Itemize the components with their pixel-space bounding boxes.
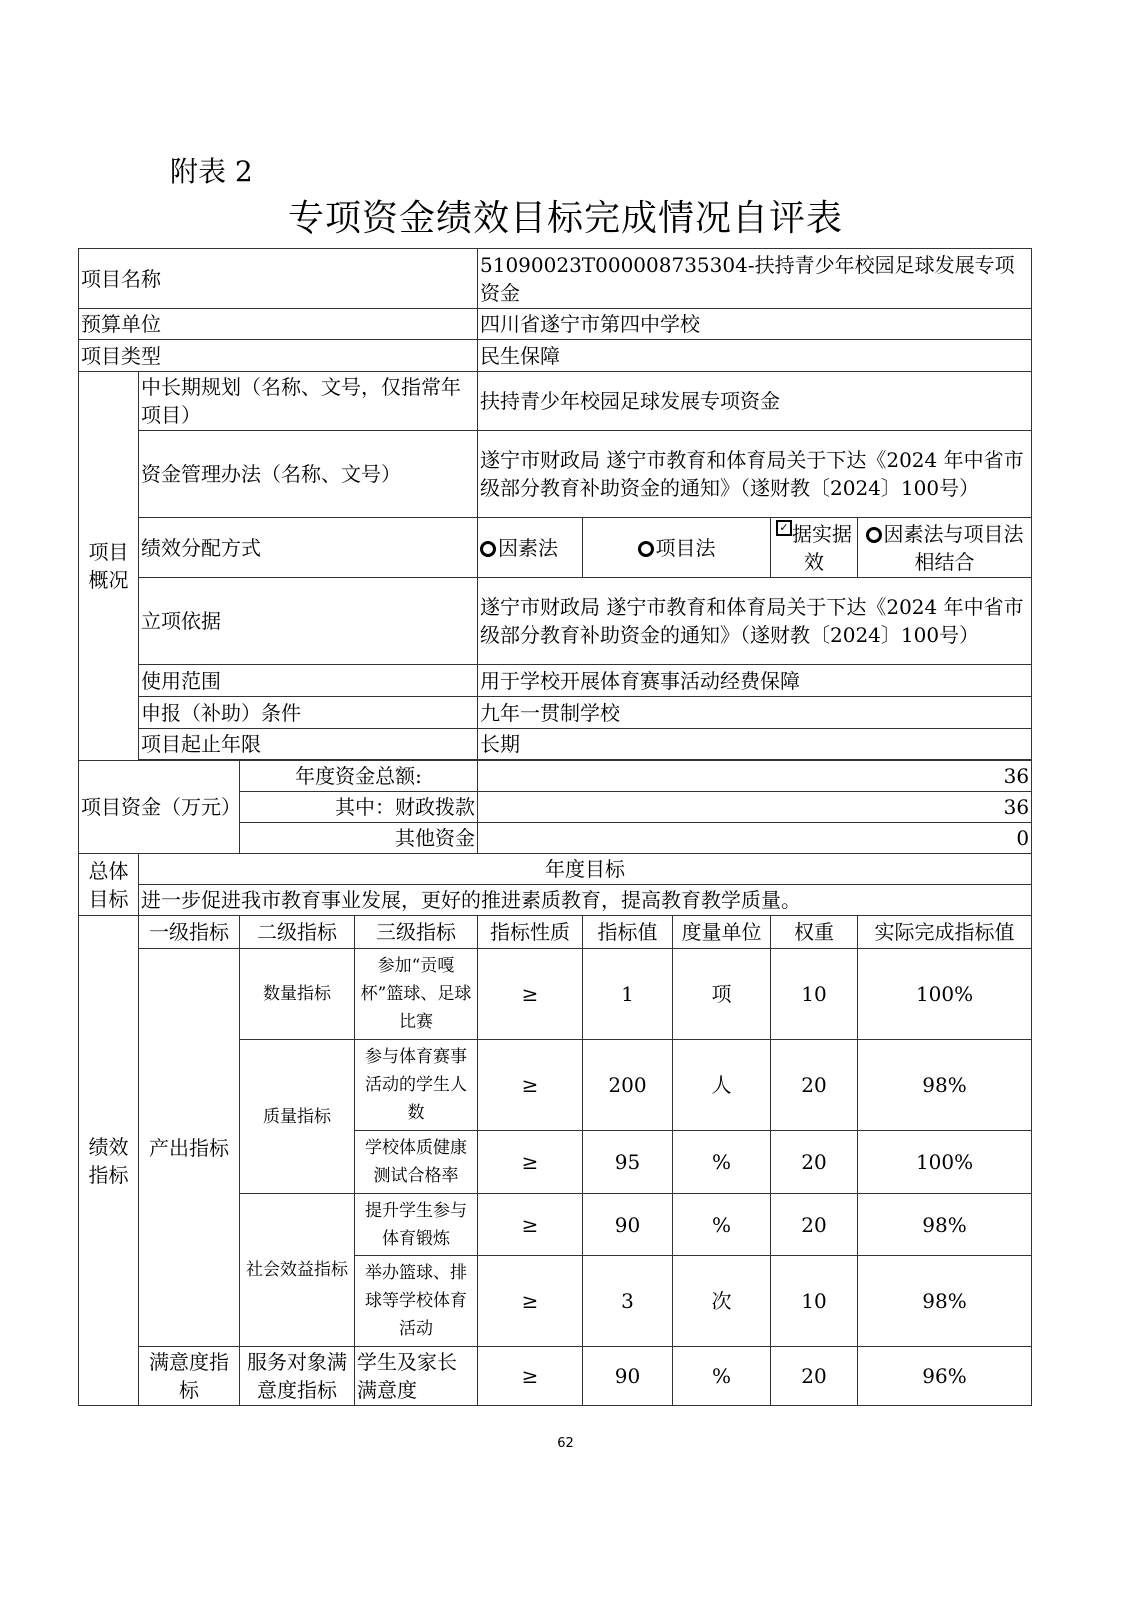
unit-cell: 次	[673, 1256, 771, 1347]
value-cell: 200	[583, 1040, 673, 1131]
level3-cell: 参加“贡嘎杯”篮球、足球比赛	[355, 949, 478, 1040]
actual-cell: 96%	[858, 1347, 1032, 1406]
row-fund-total	[79, 761, 1032, 792]
nature-cell: ≥	[478, 1194, 583, 1256]
alloc-option-factor[interactable]: 因素法	[478, 518, 583, 578]
annual-goal-value: 进一步促进我市教育事业发展，更好的推进素质教育，提高教育教学质量。	[139, 885, 1032, 916]
value-cell: 3	[583, 1256, 673, 1347]
actual-cell: 98%	[858, 1040, 1032, 1131]
actual-cell: 100%	[858, 1131, 1032, 1194]
actual-cell: 98%	[858, 1256, 1032, 1347]
weight-cell: 20	[771, 1347, 858, 1406]
value-cell: 90	[583, 1194, 673, 1256]
checkbox-checked-icon[interactable]: ✓	[776, 520, 792, 536]
weight-cell: 20	[771, 1131, 858, 1194]
nature-cell: ≥	[478, 1347, 583, 1406]
radio-icon[interactable]	[866, 527, 882, 543]
row-period	[79, 729, 1032, 760]
fund-total-label: 年度资金总额:	[240, 761, 478, 792]
fund-fiscal-value: 36	[478, 792, 1032, 823]
level3-cell: 举办篮球、排球等学校体育活动	[355, 1256, 478, 1347]
project-type-value: 民生保障	[478, 340, 1032, 372]
unit-cell: %	[673, 1194, 771, 1256]
header-weight: 权重	[771, 916, 858, 949]
header-level3: 三级指标	[355, 916, 478, 949]
weight-cell: 10	[771, 1256, 858, 1347]
row-goal-value	[79, 885, 1032, 916]
level2-service-satisfaction: 服务对象满意度指标	[240, 1347, 355, 1406]
row-project-type	[79, 340, 1032, 372]
level3-cell: 提升学生参与体育锻炼	[355, 1194, 478, 1256]
header-level1: 一级指标	[139, 916, 240, 949]
basis-value: 遂宁市财政局 遂宁市教育和体育局关于下达《2024 年中省市级部分教育补助资金的通知》（遂财教〔2024〕100号）	[478, 578, 1032, 665]
header-actual: 实际完成指标值	[858, 916, 1032, 949]
nature-cell: ≥	[478, 1256, 583, 1347]
basis-label: 立项依据	[139, 578, 478, 665]
row-scope	[79, 665, 1032, 697]
actual-cell: 100%	[858, 949, 1032, 1040]
row-budget-unit	[79, 309, 1032, 340]
perf-section-label: 绩效指标	[79, 916, 139, 1406]
level3-cell: 学校体质健康测试合格率	[355, 1131, 478, 1194]
plan-value: 扶持青少年校园足球发展专项资金	[478, 372, 1032, 431]
value-cell: 95	[583, 1131, 673, 1194]
row-condition	[79, 697, 1032, 729]
actual-cell: 98%	[858, 1194, 1032, 1256]
self-evaluation-table	[78, 248, 1032, 1406]
row-alloc	[79, 518, 1032, 578]
scope-label: 使用范围	[139, 665, 478, 697]
weight-cell: 20	[771, 1040, 858, 1131]
unit-cell: 项	[673, 949, 771, 1040]
unit-cell: %	[673, 1131, 771, 1194]
level3-cell: 参与体育赛事活动的学生人数	[355, 1040, 478, 1131]
alloc-label: 绩效分配方式	[139, 518, 478, 578]
condition-value: 九年一贯制学校	[478, 697, 1032, 729]
funds-section-label: 项目资金（万元）	[79, 761, 240, 854]
project-type-label: 项目类型	[79, 340, 478, 372]
table-row	[79, 949, 1032, 1040]
period-value: 长期	[478, 729, 1032, 760]
page-title: 专项资金绩效目标完成情况自评表	[287, 198, 843, 239]
row-mgmt	[79, 431, 1032, 518]
level2-quantity: 数量指标	[240, 949, 355, 1040]
unit-cell: %	[673, 1347, 771, 1406]
fund-total-value: 36	[478, 761, 1032, 792]
unit-cell: 人	[673, 1040, 771, 1131]
level3-cell: 学生及家长满意度	[355, 1347, 478, 1406]
nature-cell: ≥	[478, 1040, 583, 1131]
radio-icon[interactable]	[638, 541, 654, 557]
header-level2: 二级指标	[240, 916, 355, 949]
alloc-option-project[interactable]: 项目法	[583, 518, 771, 578]
value-cell: 1	[583, 949, 673, 1040]
budget-unit-label: 预算单位	[79, 309, 478, 340]
weight-cell: 20	[771, 1194, 858, 1256]
alloc-option-combined[interactable]: 因素法与项目法相结合	[858, 518, 1032, 578]
value-cell: 90	[583, 1347, 673, 1406]
scope-value: 用于学校开展体育赛事活动经费保障	[478, 665, 1032, 697]
plan-label: 中长期规划（名称、文号，仅指常年项目）	[139, 372, 478, 431]
mgmt-label: 资金管理办法（名称、文号）	[139, 431, 478, 518]
header-value: 指标值	[583, 916, 673, 949]
row-project-name	[79, 249, 1032, 309]
nature-cell: ≥	[478, 949, 583, 1040]
row-basis	[79, 578, 1032, 665]
appendix-label: 附表 2	[170, 155, 253, 188]
fund-fiscal-label: 其中：财政拨款	[240, 792, 478, 823]
radio-icon[interactable]	[480, 541, 496, 557]
level2-quality: 质量指标	[240, 1040, 355, 1194]
goal-section-label: 总体目标	[79, 854, 139, 916]
row-plan	[79, 372, 1032, 431]
nature-cell: ≥	[478, 1131, 583, 1194]
page-number: 62	[557, 1436, 574, 1451]
row-perf-header	[79, 916, 1032, 949]
header-nature: 指标性质	[478, 916, 583, 949]
row-goal-header	[79, 854, 1032, 885]
header-unit: 度量单位	[673, 916, 771, 949]
table-row	[79, 1347, 1032, 1406]
annual-goal-label: 年度目标	[139, 854, 1032, 885]
level2-social: 社会效益指标	[240, 1194, 355, 1347]
weight-cell: 10	[771, 949, 858, 1040]
mgmt-value: 遂宁市财政局 遂宁市教育和体育局关于下达《2024 年中省市级部分教育补助资金的通知》（遂财教〔2024〕100号）	[478, 431, 1032, 518]
period-label: 项目起止年限	[139, 729, 478, 760]
project-name-value: 51090023T000008735304-扶持青少年校园足球发展专项资金	[478, 249, 1032, 309]
level1-satisfaction: 满意度指标	[139, 1347, 240, 1406]
condition-label: 申报（补助）条件	[139, 697, 478, 729]
level1-output: 产出指标	[139, 949, 240, 1347]
budget-unit-value: 四川省遂宁市第四中学校	[478, 309, 1032, 340]
alloc-option-actual[interactable]: ✓ 据实据效	[771, 518, 858, 578]
fund-other-value: 0	[478, 823, 1032, 854]
fund-other-label: 其他资金	[240, 823, 478, 854]
overview-section-label: 项目概况	[79, 372, 139, 761]
project-name-label: 项目名称	[79, 249, 478, 309]
